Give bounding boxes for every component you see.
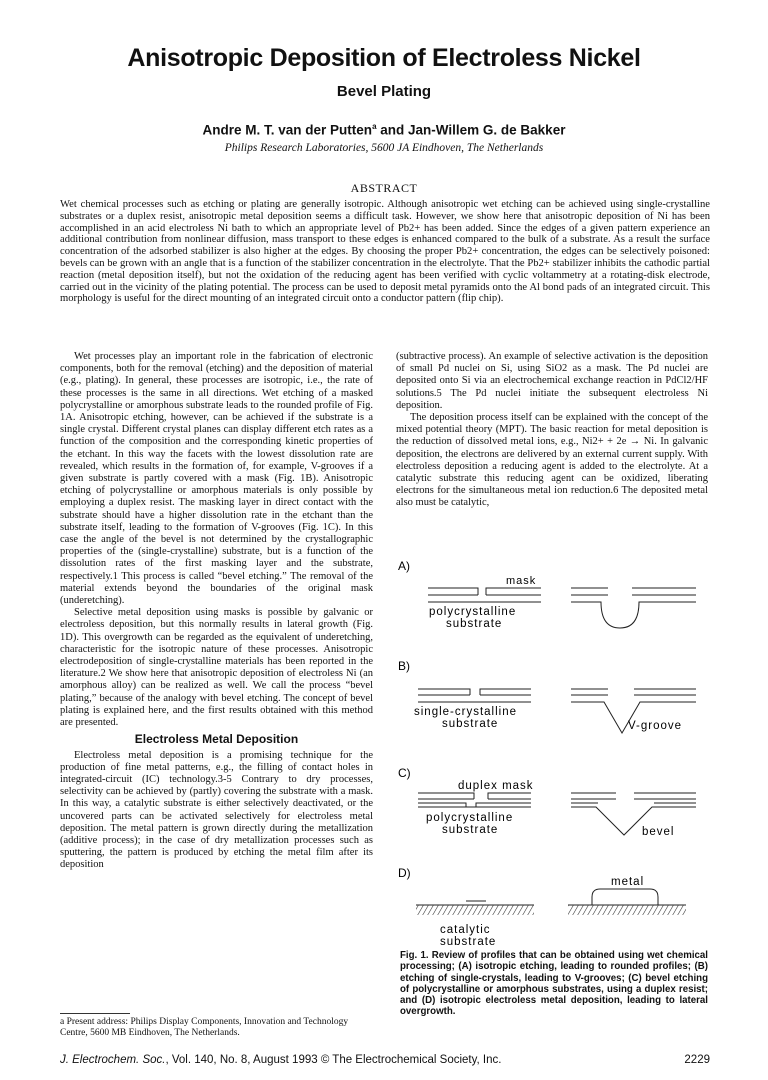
journal-citation: , Vol. 140, No. 8, August 1993 © The Electrochemical Society, Inc. xyxy=(165,1054,502,1066)
authors xyxy=(0,122,768,138)
abstract-text: Wet chemical processes such as etching or plating are generally isotropic. Although anisotropic wet etching can be achieved using single-crystalline substrates or a duplex resist, anisotropic metal deposition seems a difficult task. However, we show here that anisotropic deposition of Ni has been accomplished in an acid electroless Ni bath to which an appropriate level of Pb2+ has been added. Since the edges of a given pattern experience an additional contribution from nonlinear diffusion, mass transport to these edges is enhanced compared to the bulk of a substrate. As a result the surface concentration of the adsorbed stabilizer is also higher at the edges. By choosing the proper Pb2+ concentration, the edges can be selectively poisoned: bevels can be grown with an angle that is a function of the stabilizer concentration in the electrolyte. That the Pb2+ stabilizer inhibits the cathodic partial reaction (metal deposition itself), but not the oxidation of the reducing agent has been verified with cyclic voltammetry at a rotating-disk electrode, carried out in the vicinity of the plating potential. The process can be used to deposit metal pyramids onto the Al bond pads of an integrated circuit. This morphology is useful for the direct mounting of an integrated circuit onto a conductor pattern (flip chip). xyxy=(60,199,710,305)
panel-b-left xyxy=(418,689,531,702)
label-mask: mask xyxy=(506,575,537,587)
page-number: 2229 xyxy=(684,1054,710,1066)
author-second: and Jan-Willem G. de Bakker xyxy=(376,122,566,138)
label-metal: metal xyxy=(611,876,645,888)
label-substrate: substrate xyxy=(440,936,497,945)
label-bevel: bevel xyxy=(642,826,675,838)
paper-subtitle: Bevel Plating xyxy=(336,83,432,100)
paper-title: Anisotropic Deposition of Electroless Nickel xyxy=(127,44,641,72)
panel-c-right xyxy=(571,793,696,835)
label-substrate: substrate xyxy=(446,618,503,630)
author-footnote-mark: a xyxy=(372,122,377,131)
body-paragraph: Wet processes play an important role in the fabrication of electronic components, both for the removal (etching) and the deposition of material (e.g., plating). In general, these processes are isotropic, i.e., the rate of these processes is the same in all directions. Wet etching of a masked polycrystalline or amorphous substrate leads to the rounded profile of Fig. 1A. Anisotropic etching, however, can be achieved if the substrate is a single crystal. Different crystal planes can display different etch rates as a function of the composition and the corresponding kinetic properties of the etchant. In this way the facets with the lowest dissolution rate are revealed, which results in the formation of, for example, V-grooves if a given substrate is partly covered with a mask (Fig. 1B). Anisotropic etching of polycrystalline or amorphous materials is only possible by employing a duplex resist. The masking layer in direct contact with the substrate should have a higher dissolution rate in the etchant than the substrate itself, leading to the formation of V-grooves (Fig. 1C). In this case the angle of the bevel is not determined by the crystallographic properties of the (single-crystalline) substrate, but is a function of the dissolution rates of the first masking layer and the substrate, respectively.1 This process is called “bevel etching.” The removal of the material extends beyond the boundaries of the original mask (underetching). xyxy=(60,351,373,607)
label-single-crystalline: single-crystalline xyxy=(414,706,518,718)
page-footer xyxy=(60,1054,710,1066)
label-substrate: substrate xyxy=(442,824,499,836)
left-column xyxy=(60,351,373,872)
panel-a-left xyxy=(428,588,541,602)
panel-d-left xyxy=(416,901,534,915)
body-paragraph: (subtractive process). An example of selective activation is the deposition of small Pd nuclei on Si, using SiO2 as a mask. The Pd nuclei are deposited onto Si via an electrochemical exchange reaction in PdCl2/HF solutions.5 The Pd nuclei initiate the subsequent electroless Ni deposition. xyxy=(396,351,708,411)
label-duplex-mask: duplex mask xyxy=(458,780,534,792)
panel-c-left xyxy=(418,793,531,807)
body-paragraph: Selective metal deposition using masks is possible by galvanic or electroless deposition, but this normally results in lateral growth (Fig. 1D). This overgrowth can be regarded as the equivalent of underetching, characteristic for the isotropic nature of these processes. Anisotropic electrodeposition of single-crystalline materials has been reported in the literature.2 We show here that anisotropic deposition of electroless Ni (an amorphous alloy) can be realized as well. We call the process “bevel plating,” because of the analogy with bevel etching. The concept of bevel plating is explained here, and the first results obtained with this method are presented. xyxy=(60,607,373,729)
footnote-rule xyxy=(60,1013,130,1014)
label-polycrystalline: polycrystalline xyxy=(429,606,517,618)
journal-name: J. Electrochem. Soc. xyxy=(60,1054,166,1066)
figure-caption: Fig. 1. Review of profiles that can be obtained using wet chemical processing; (A) isotropic etching, leading to rounded profiles; (B) etching of single-crystals, leading to V-grooves; (C) bevel etching of polycrystalline or amorphous substrates, using a duplex resist; and (D) isotropic electroless metal deposition, leading to lateral overgrowth. xyxy=(400,950,708,1018)
affiliation: Philips Research Laboratories, 5600 JA Eindhoven, The Netherlands xyxy=(224,142,544,154)
panel-d-right xyxy=(568,889,686,915)
panel-label-c: C) xyxy=(398,766,411,780)
footnote: a Present address: Philips Display Components, Innovation and Technology Centre, 5600 MB Eindhoven, The Netherlands. xyxy=(60,1017,349,1038)
panel-label-a: A) xyxy=(398,559,410,573)
right-column xyxy=(396,351,708,510)
panel-label-b: B) xyxy=(398,659,410,673)
body-paragraph: The deposition process itself can be explained with the concept of the mixed potential theory (MPT). The basic reaction for metal deposition is the reduction of dissolved metal ions, e.g., Ni2+ + 2e → Ni. In galvanic deposition, the electrons are delivered by an external current supply. With electroless deposition a reducing agent is added to the electrolyte. At a catalytic substrate this reducing agent can be oxidized, liberating electrons for the simultaneous metal ion reduction.6 The deposited metal also must be catalytic, xyxy=(396,412,708,509)
label-v-groove: V-groove xyxy=(628,720,683,732)
body-paragraph: Electroless metal deposition is a promising technique for the production of fine metal patterns, e.g., the filling of contact holes in integrated-circuit (IC) technology.3-5 Contrary to dry processes, selectivity can be achieved by (partly) covering the substrate with a mask. In this way, a catalytic substrate is either selectively deactivated, or the uncovered parts can be activated selectively for electroless metal deposition. The metal pattern is grown directly during the metallization (additive process); in the case of dry metallization processes such as sputtering, the pattern is produced by etching the metal film after its deposition xyxy=(60,749,373,871)
panel-label-d: D) xyxy=(398,866,411,880)
label-catalytic: catalytic xyxy=(440,924,491,936)
panel-a-right xyxy=(571,588,696,628)
abstract-heading: ABSTRACT xyxy=(350,181,418,195)
figure-1 xyxy=(396,545,711,945)
label-polycrystalline: polycrystalline xyxy=(426,812,514,824)
author-first: Andre M. T. van der Putten xyxy=(202,122,373,138)
section-heading: Electroless Metal Deposition xyxy=(134,732,299,747)
label-substrate: substrate xyxy=(442,718,499,730)
